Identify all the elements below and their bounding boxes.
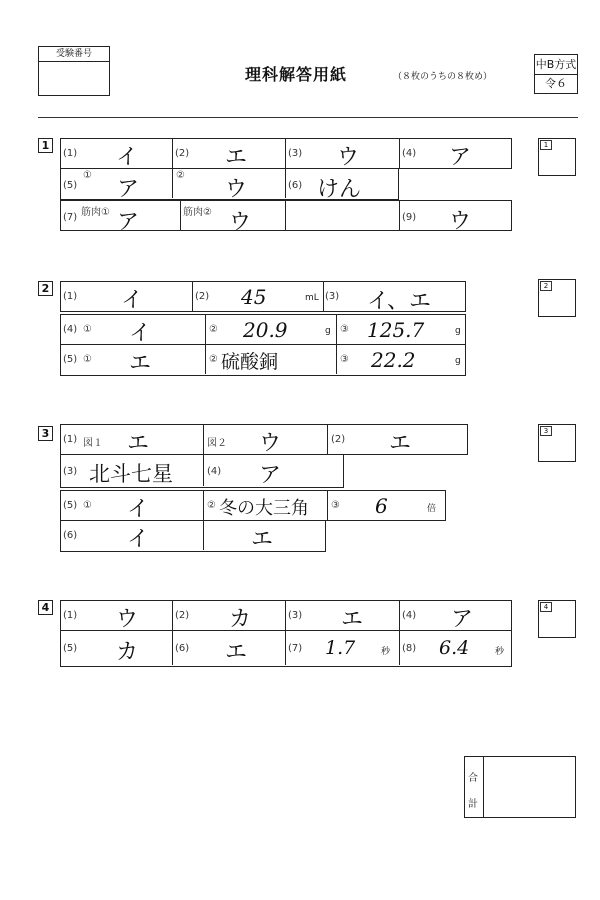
q2-1-answer: イ <box>121 288 144 313</box>
q1-row2 <box>60 169 399 200</box>
q1-7-label: (7) <box>63 212 78 223</box>
q2-5-sub1: ① <box>83 354 92 365</box>
q4-row2 <box>60 631 512 667</box>
q3-5c-unit: 倍 <box>427 504 437 514</box>
q2-score-box <box>538 279 576 317</box>
q4-7-unit: 秒 <box>381 647 391 657</box>
q3-5b-answer: 冬の大三角 <box>219 498 309 519</box>
q1-7b-answer: ウ <box>229 210 252 235</box>
q1-5b-answer: ウ <box>225 177 248 202</box>
exam-number-label: 受験番号 <box>39 47 109 62</box>
q2-5-sub2: ② <box>209 354 218 365</box>
q2-4-sub1: ① <box>83 324 92 335</box>
q3-5-sub3: ③ <box>331 500 340 511</box>
q2-1-label: (1) <box>63 291 78 302</box>
q4-5-label: (5) <box>63 643 78 654</box>
q2-4b-answer: 20.9 <box>243 318 288 342</box>
q3-row1 <box>60 424 468 455</box>
q4-7-label: (7) <box>288 643 303 654</box>
q4-8-label: (8) <box>402 643 417 654</box>
q1-5a-answer: ア <box>117 177 140 202</box>
q4-5-answer: カ <box>116 640 139 665</box>
q1-4-label: (4) <box>402 148 417 159</box>
q2-5c-unit: g <box>455 356 461 366</box>
q1-7a-answer: ア <box>117 210 140 235</box>
q4-4-answer: ア <box>451 607 474 632</box>
q2-2-answer: 45 <box>241 285 267 309</box>
q3-4-answer: ア <box>259 463 282 488</box>
page-title: 理科解答用紙 <box>245 65 348 84</box>
q4-8-unit: 秒 <box>495 647 505 657</box>
q3-6a-answer: イ <box>127 527 150 552</box>
q3-3-label: (3) <box>63 466 78 477</box>
q3-2-answer: エ <box>389 431 412 456</box>
q3-score-box <box>538 424 576 462</box>
q3-6b-answer: エ <box>251 527 274 552</box>
q3-4-label: (4) <box>207 466 222 477</box>
q1-4-answer: ア <box>449 145 472 170</box>
q3-1-fig2: 図２ <box>207 438 227 449</box>
pages-note: （８枚のうちの８枚め） <box>393 72 493 82</box>
q2-score-tag: 2 <box>540 281 552 291</box>
q4-2-label: (2) <box>175 610 190 621</box>
q4-2-answer: カ <box>229 607 252 632</box>
q1-5-label: (5) <box>63 180 78 191</box>
q4-row1 <box>60 600 512 631</box>
q1-row3 <box>60 200 512 235</box>
q3-2-label: (2) <box>331 434 346 445</box>
q2-5a-answer: エ <box>129 351 152 376</box>
q2-3-answer: イ、エ <box>367 289 432 314</box>
q1-5-sub2: ② <box>176 170 185 181</box>
header-rule <box>38 117 578 118</box>
q3-number: 3 <box>38 426 53 441</box>
total-label-bottom: 計 <box>468 799 478 810</box>
q4-number: 4 <box>38 600 53 615</box>
q4-8-answer: 6.4 <box>439 637 470 659</box>
q1-score-box <box>538 138 576 176</box>
q1-9-label: (9) <box>402 212 417 223</box>
q4-3-label: (3) <box>288 610 303 621</box>
q1-2-answer: エ <box>225 145 248 170</box>
q1-2-label: (2) <box>175 148 190 159</box>
q3-row3 <box>60 490 446 521</box>
q2-5-label: (5) <box>63 354 78 365</box>
year-label: 令６ <box>545 77 567 90</box>
q4-7-answer: 1.7 <box>325 637 356 659</box>
q2-5-sub3: ③ <box>340 354 349 365</box>
q2-2-label: (2) <box>195 291 210 302</box>
q1-7-muscle2: 筋肉② <box>183 207 212 218</box>
q1-3-answer: ウ <box>337 145 360 170</box>
q1-row1 <box>60 138 512 169</box>
q3-row2 <box>60 455 344 488</box>
q2-number: 2 <box>38 281 53 296</box>
q3-3-answer: 北斗七星 <box>89 462 173 486</box>
total-score-box <box>464 756 576 818</box>
q3-5-sub1: ① <box>83 500 92 511</box>
q3-1-label: (1) <box>63 434 78 445</box>
q1-score-tag: 1 <box>540 140 552 150</box>
q3-6-label: (6) <box>63 530 78 541</box>
q4-1-answer: ウ <box>116 607 139 632</box>
q2-4a-answer: イ <box>129 321 152 346</box>
q3-5-sub2: ② <box>207 500 216 511</box>
q1-9-answer: ウ <box>449 209 472 234</box>
exam-number-box <box>38 46 110 96</box>
q4-score-tag: 4 <box>540 602 552 612</box>
q2-3-label: (3) <box>325 291 340 302</box>
total-label-top: 合 <box>468 773 478 784</box>
q4-4-label: (4) <box>402 610 417 621</box>
q1-1-answer: イ <box>116 145 139 170</box>
q2-4b-unit: g <box>325 326 331 336</box>
q2-2-unit: mL <box>305 293 319 303</box>
q1-6-answer: けん <box>317 177 362 202</box>
q2-row1 <box>60 281 466 312</box>
q3-score-tag: 3 <box>540 426 552 436</box>
q2-row3 <box>60 345 466 376</box>
method-box <box>534 54 578 94</box>
q1-6-label: (6) <box>288 180 303 191</box>
q2-5c-answer: 22.2 <box>371 348 416 372</box>
q1-3-label: (3) <box>288 148 303 159</box>
q4-score-box <box>538 600 576 638</box>
q2-5b-answer: 硫酸銅 <box>221 351 279 373</box>
q3-5a-answer: イ <box>127 497 150 522</box>
q3-row4 <box>60 521 326 552</box>
q1-7-muscle1: 筋肉① <box>81 207 110 218</box>
q2-4c-unit: g <box>455 326 461 336</box>
q3-5c-answer: 6 <box>375 494 388 518</box>
q3-1a-answer: エ <box>127 431 150 456</box>
q3-1-fig1: 図１ <box>83 438 103 449</box>
q4-6-label: (6) <box>175 643 190 654</box>
q4-1-label: (1) <box>63 610 78 621</box>
method-label: 中B方式 <box>535 55 577 75</box>
q2-4-label: (4) <box>63 324 78 335</box>
q2-4c-answer: 125.7 <box>367 318 425 342</box>
q1-1-label: (1) <box>63 148 78 159</box>
q1-5-sub1: ① <box>83 170 92 181</box>
q2-4-sub3: ③ <box>340 324 349 335</box>
q2-4-sub2: ② <box>209 324 218 335</box>
q4-3-answer: エ <box>341 607 364 632</box>
q2-row2 <box>60 314 466 345</box>
q3-1b-answer: ウ <box>259 431 282 456</box>
q1-number: 1 <box>38 138 53 153</box>
q3-5-label: (5) <box>63 500 78 511</box>
q4-6-answer: エ <box>225 640 248 665</box>
